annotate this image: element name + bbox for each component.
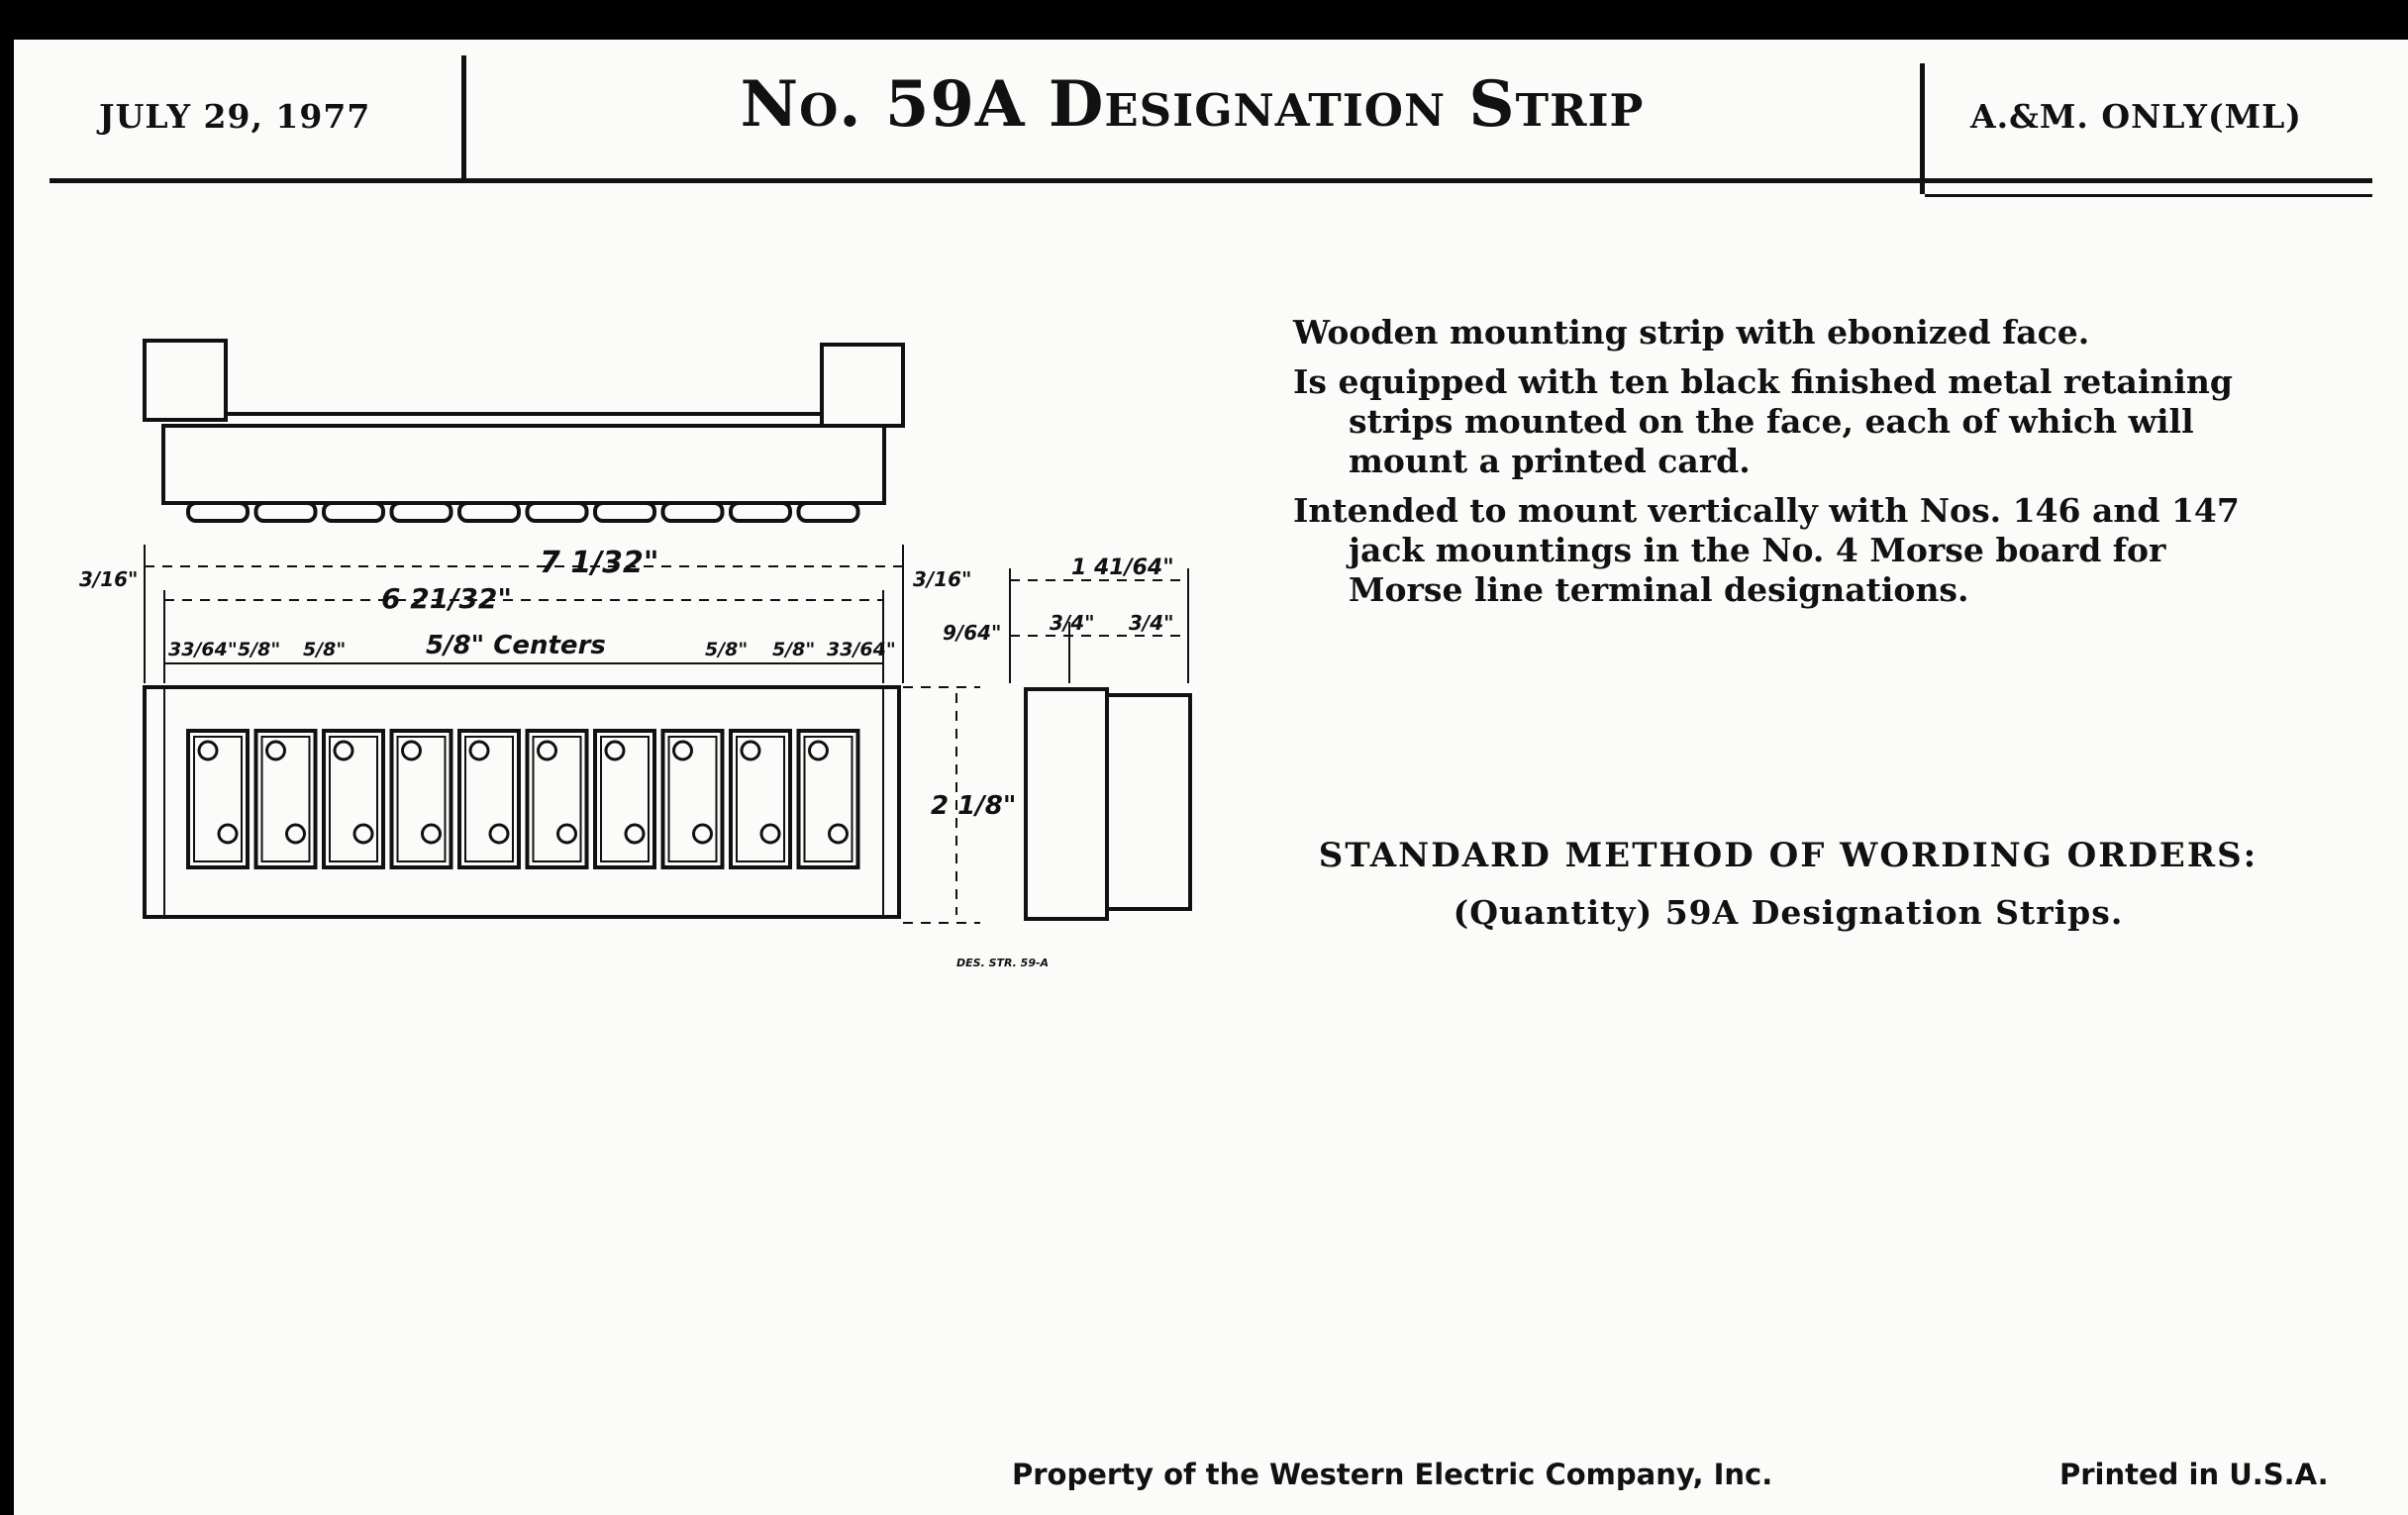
description-line: Intended to mount vertically with Nos. 146 and 147 jack mountings in the No. 4 Morse board for Morse line terminal designations. [1293, 491, 2240, 609]
screw-head [423, 825, 441, 843]
dim-end-offset-right: 3/16" [913, 567, 972, 591]
header-restriction: A.&M. ONLY(ML) [1970, 97, 2302, 136]
screw-head [606, 742, 624, 759]
dim-pitch-d: 5/8" [772, 639, 816, 660]
dim-centers: 5/8" Centers [426, 631, 606, 660]
ordering-heading: STANDARD METHOD OF WORDING ORDERS: [1318, 836, 2258, 875]
screw-head [558, 825, 576, 843]
dim-side-part-b: 3/4" [1129, 611, 1174, 635]
dim-overall-length: 7 1/32" [540, 546, 659, 580]
screw-head [287, 825, 305, 843]
description [1293, 313, 2283, 620]
retaining-tab [528, 503, 587, 521]
description-line: Wooden mounting strip with ebonized face. [1293, 313, 2090, 352]
dim-inner-length: 6 21/32" [381, 582, 512, 615]
page-title: No. 59A Designation Strip [740, 67, 1645, 142]
dim-edge-left: 33/64" [168, 639, 238, 660]
retaining-tab [459, 503, 519, 521]
dim-edge-right: 33/64" [827, 639, 896, 660]
screw-head [626, 825, 644, 843]
screw-head [490, 825, 508, 843]
drawing-code: DES. STR. 59-A [956, 957, 1050, 969]
description-line: Is equipped with ten black finished metal retaining strips mounted on the face, each of which will mount a printed card. [1293, 362, 2233, 480]
screw-head [694, 825, 712, 843]
retaining-tab [663, 503, 723, 521]
screw-head [761, 825, 779, 843]
screw-head [830, 825, 848, 843]
retaining-tab [256, 503, 316, 521]
dim-pitch-c: 5/8" [705, 639, 749, 660]
retaining-tab [595, 503, 654, 521]
screw-head [354, 825, 372, 843]
retaining-tab [392, 503, 452, 521]
dim-side-part-a: 3/4" [1050, 611, 1095, 635]
retaining-tab [731, 503, 790, 521]
header-date: JULY 29, 1977 [99, 97, 371, 136]
dim-height: 2 1/8" [931, 791, 1017, 821]
footer-printed: Printed in U.S.A. [2059, 1458, 2329, 1491]
screw-head [742, 742, 759, 759]
screw-head [470, 742, 488, 759]
screw-head [403, 742, 421, 759]
screw-head [335, 742, 352, 759]
screw-head [810, 742, 828, 759]
screw-head [539, 742, 556, 759]
ordering-example: (Quantity) 59A Designation Strips. [1453, 893, 2124, 932]
dim-pitch-b: 5/8" [303, 639, 347, 660]
screw-head [199, 742, 217, 759]
retaining-tab [799, 503, 858, 521]
screw-head [674, 742, 692, 759]
screw-head [267, 742, 285, 759]
dim-pitch-a: 5/8" [238, 639, 281, 660]
dim-side-depth: 1 41/64" [1071, 556, 1174, 580]
retaining-tab [324, 503, 383, 521]
screw-head [219, 825, 237, 843]
retaining-tab [188, 503, 248, 521]
dim-side-offset: 9/64" [943, 621, 1002, 645]
dim-end-offset-left: 3/16" [79, 567, 139, 591]
footer-property: Property of the Western Electric Company, Inc. [1012, 1458, 1773, 1491]
